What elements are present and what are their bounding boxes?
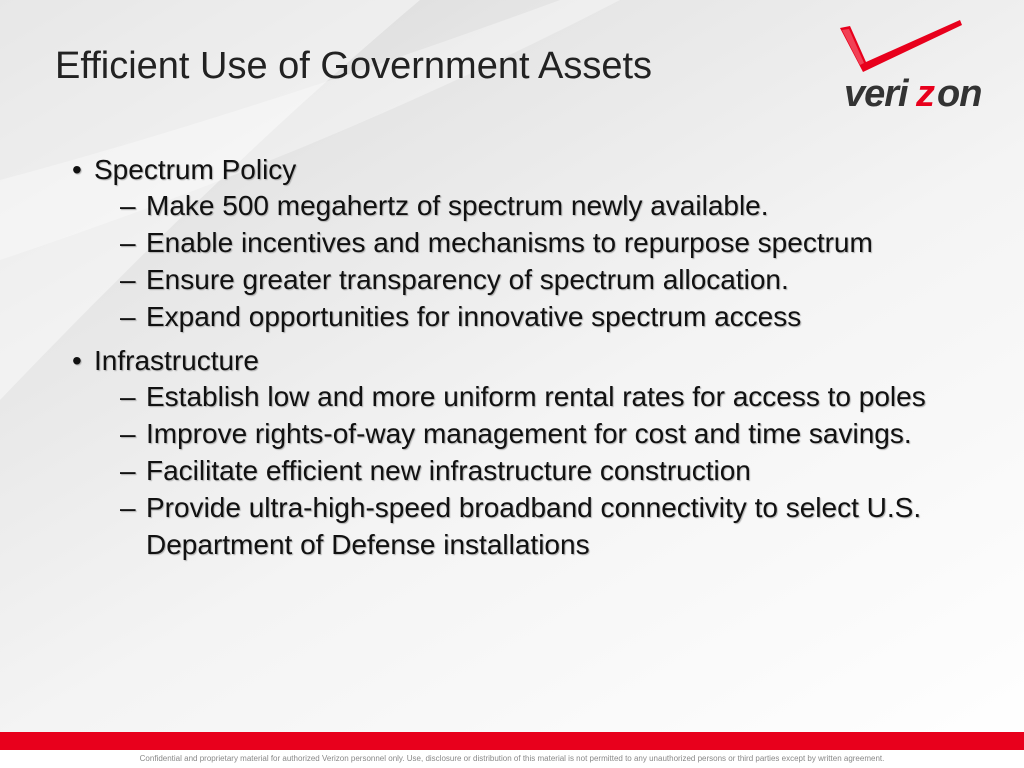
sub-bullet-item	[70, 224, 970, 261]
sub-bullet-item	[70, 298, 970, 335]
sub-bullet-item	[70, 261, 970, 298]
sub-bullet-text: Enable incentives and mechanisms to repurpose spectrum	[146, 227, 873, 258]
svg-text:on: on	[937, 73, 982, 115]
footer-red-bar	[0, 732, 1024, 750]
section-spectrum-policy	[70, 152, 970, 335]
bullet-dash: –	[120, 381, 136, 412]
bullet-heading-text: Spectrum Policy	[94, 154, 297, 185]
sub-bullet-item	[70, 415, 970, 452]
sub-bullet-list	[70, 378, 970, 563]
bullet-dash: –	[120, 301, 136, 332]
sub-bullet-text: Establish low and more uniform rental rates for access to poles	[146, 381, 926, 412]
confidentiality-footer: Confidential and proprietary material for authorized Verizon personnel only. Use, disclosure or distribution of this material is not permitted to any unauthorized persons or third parties except by written agreement.	[0, 750, 1024, 768]
bullet-dash: –	[120, 227, 136, 258]
verizon-logo	[836, 18, 992, 118]
bullet-heading	[70, 152, 970, 187]
bullet-heading	[70, 343, 970, 378]
svg-text:veri: veri	[844, 73, 908, 115]
slide-content	[70, 152, 970, 571]
sub-bullet-text: Facilitate efficient new infrastructure construction	[146, 455, 751, 486]
sub-bullet-item	[70, 378, 970, 415]
sub-bullet-item	[70, 187, 970, 224]
svg-text:z: z	[916, 73, 934, 115]
bullet-dash: –	[120, 455, 136, 486]
sub-bullet-text: Expand opportunities for innovative spectrum access	[146, 301, 802, 332]
sub-bullet-text: Improve rights-of-way management for cost and time savings.	[146, 418, 912, 449]
sub-bullet-text: Make 500 megahertz of spectrum newly available.	[146, 190, 769, 221]
bullet-dash: –	[120, 264, 136, 295]
sub-bullet-text: Ensure greater transparency of spectrum allocation.	[146, 264, 789, 295]
bullet-dash: –	[120, 492, 136, 523]
sub-bullet-list	[70, 187, 970, 335]
sub-bullet-item	[70, 452, 970, 489]
bullet-dot: •	[72, 154, 82, 185]
bullet-heading-text: Infrastructure	[94, 345, 259, 376]
slide-title: Efficient Use of Government Assets	[55, 45, 653, 87]
sub-bullet-text: Provide ultra-high-speed broadband connectivity to select U.S. Department of Defense installations	[146, 492, 922, 560]
section-infrastructure	[70, 343, 970, 563]
bullet-dash: –	[120, 190, 136, 221]
bullet-dot: •	[72, 345, 82, 376]
sub-bullet-item	[70, 489, 970, 563]
bullet-dash: –	[120, 418, 136, 449]
